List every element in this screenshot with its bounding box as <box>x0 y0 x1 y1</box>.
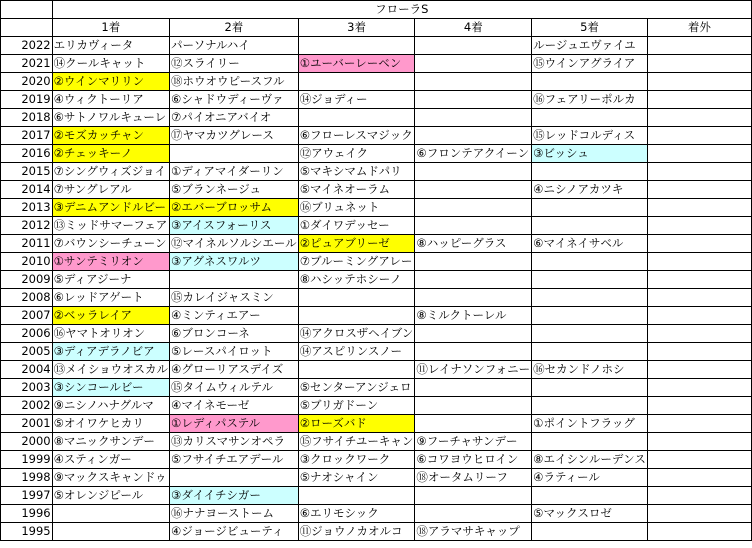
result-cell-3rd[interactable] <box>298 307 415 325</box>
result-cell-3rd[interactable] <box>298 37 415 55</box>
result-cell-4th[interactable] <box>415 199 532 217</box>
result-cell-5th[interactable]: ④ラティール <box>532 469 648 487</box>
result-cell-1st[interactable]: ⑤オレンジピール <box>52 487 169 505</box>
result-cell-5th[interactable] <box>532 325 648 343</box>
result-cell-3rd[interactable]: ⑮フサイチユーキャン <box>298 433 415 451</box>
header-cell-3rd[interactable]: 3着 <box>298 19 415 37</box>
result-cell-4th[interactable] <box>415 415 532 433</box>
result-cell-3rd[interactable]: ⑦ブルーミングアレー <box>298 253 415 271</box>
result-cell-5th[interactable] <box>532 163 648 181</box>
result-cell-5th[interactable] <box>532 289 648 307</box>
result-cell-4th[interactable]: ⑧ハッピーグラス <box>415 235 532 253</box>
result-cell-1st[interactable]: ②ベッラレイア <box>52 307 169 325</box>
result-cell-other[interactable] <box>647 415 751 433</box>
header-cell-5th[interactable]: 5着 <box>532 19 648 37</box>
table-row <box>1 253 752 271</box>
table-row <box>1 127 752 145</box>
result-cell-4th[interactable] <box>415 181 532 199</box>
year-cell[interactable]: 2017 <box>1 127 53 145</box>
result-cell-4th[interactable]: ⑧ミルクトーレル <box>415 307 532 325</box>
result-cell-1st[interactable]: ⑨マックスキャンドゥ <box>52 469 169 487</box>
result-cell-other[interactable] <box>647 235 751 253</box>
result-cell-2nd[interactable]: ④グローリアスデイズ <box>170 361 299 379</box>
result-cell-3rd[interactable]: ⑤マキシマムドパリ <box>298 163 415 181</box>
result-cell-1st[interactable]: ④スティンガー <box>52 451 169 469</box>
result-cell-other[interactable] <box>647 217 751 235</box>
year-cell[interactable]: 2001 <box>1 415 53 433</box>
result-cell-4th[interactable] <box>415 487 532 505</box>
year-cell[interactable]: 2013 <box>1 199 53 217</box>
year-cell[interactable]: 2010 <box>1 253 53 271</box>
year-cell[interactable]: 2018 <box>1 109 53 127</box>
result-cell-2nd[interactable]: ①ディアマイダーリン <box>170 163 299 181</box>
result-cell-2nd[interactable]: ⑱ホウオウピースフル <box>170 73 299 91</box>
result-cell-5th[interactable]: ④ニシノアカツキ <box>532 181 648 199</box>
year-cell[interactable]: 1998 <box>1 469 53 487</box>
table-row <box>1 325 752 343</box>
result-cell-1st[interactable]: ③ディアデラノビア <box>52 343 169 361</box>
result-cell-2nd[interactable]: ⑮タイムウィルテル <box>170 379 299 397</box>
result-cell-4th[interactable] <box>415 505 532 523</box>
result-cell-3rd[interactable]: ⑤マイネオーラム <box>298 181 415 199</box>
result-cell-other[interactable] <box>647 37 751 55</box>
result-cell-3rd[interactable] <box>298 487 415 505</box>
result-cell-2nd[interactable] <box>170 271 299 289</box>
year-cell[interactable]: 2008 <box>1 289 53 307</box>
result-cell-5th[interactable] <box>532 433 648 451</box>
result-cell-1st[interactable]: ⑦シングウィズジョイ <box>52 163 169 181</box>
year-cell[interactable]: 2011 <box>1 235 53 253</box>
result-cell-3rd[interactable]: ⑧ハシッテホシーノ <box>298 271 415 289</box>
result-cell-2nd[interactable]: ⑤ブランネージュ <box>170 181 299 199</box>
table-row <box>1 415 752 433</box>
result-cell-1st[interactable] <box>52 523 169 541</box>
result-cell-1st[interactable]: ⑤オイワケヒカリ <box>52 415 169 433</box>
year-cell[interactable]: 2016 <box>1 145 53 163</box>
year-cell[interactable]: 2007 <box>1 307 53 325</box>
result-cell-1st[interactable]: ⑤ディアジーナ <box>52 271 169 289</box>
result-cell-2nd[interactable]: ⑫スライリー <box>170 55 299 73</box>
year-cell[interactable]: 2006 <box>1 325 53 343</box>
result-cell-4th[interactable] <box>415 127 532 145</box>
result-cell-3rd[interactable]: ⑤ブリガドーン <box>298 397 415 415</box>
result-cell-5th[interactable]: ①ポイントフラッグ <box>532 415 648 433</box>
result-cell-1st[interactable]: ④ウィクトーリア <box>52 91 169 109</box>
result-cell-5th[interactable]: ⑮レッドコルディス <box>532 127 648 145</box>
result-cell-5th[interactable]: ⑮ウインアグライア <box>532 55 648 73</box>
result-cell-other[interactable] <box>647 523 751 541</box>
result-cell-1st[interactable]: ③デニムアンドルビー <box>52 199 169 217</box>
result-cell-5th[interactable] <box>532 109 648 127</box>
result-cell-1st[interactable]: ⑬メイショウオスカル <box>52 361 169 379</box>
result-cell-4th[interactable] <box>415 109 532 127</box>
table-row <box>1 469 752 487</box>
table-row <box>1 55 752 73</box>
result-cell-2nd[interactable]: ④ミンティエアー <box>170 307 299 325</box>
table-row <box>1 91 752 109</box>
result-cell-5th[interactable] <box>532 379 648 397</box>
result-cell-1st[interactable]: ⑯ヤマトオリオン <box>52 325 169 343</box>
header-year-cell[interactable] <box>1 19 53 37</box>
result-cell-5th[interactable] <box>532 307 648 325</box>
header-cell-4th[interactable]: 4着 <box>415 19 532 37</box>
result-cell-1st[interactable] <box>52 505 169 523</box>
result-cell-other[interactable] <box>647 91 751 109</box>
result-cell-1st[interactable]: ⑥レッドアゲート <box>52 289 169 307</box>
result-cell-1st[interactable]: ⑨ニシノハナグルマ <box>52 397 169 415</box>
result-cell-5th[interactable] <box>532 217 648 235</box>
year-cell[interactable]: 2021 <box>1 55 53 73</box>
result-cell-other[interactable] <box>647 73 751 91</box>
year-cell[interactable]: 2015 <box>1 163 53 181</box>
year-cell[interactable]: 2005 <box>1 343 53 361</box>
result-cell-other[interactable] <box>647 199 751 217</box>
result-cell-3rd[interactable]: ⑥エリモシック <box>298 505 415 523</box>
result-cell-1st[interactable]: ⑦バウンシーチューン <box>52 235 169 253</box>
result-cell-5th[interactable] <box>532 487 648 505</box>
result-cell-3rd[interactable]: ①ユーバーレーベン <box>298 55 415 73</box>
result-cell-1st[interactable]: ②ウインマリリン <box>52 73 169 91</box>
result-cell-4th[interactable] <box>415 163 532 181</box>
result-cell-5th[interactable] <box>532 343 648 361</box>
result-cell-4th[interactable] <box>415 217 532 235</box>
table-row <box>1 397 752 415</box>
result-cell-5th[interactable]: ⑯セカンドノホシ <box>532 361 648 379</box>
result-cell-4th[interactable] <box>415 271 532 289</box>
result-cell-2nd[interactable]: ⑤フサイチエアデール <box>170 451 299 469</box>
result-cell-1st[interactable]: ②チェッキーノ <box>52 145 169 163</box>
result-cell-5th[interactable] <box>532 253 648 271</box>
result-cell-2nd[interactable] <box>170 145 299 163</box>
result-cell-4th[interactable] <box>415 37 532 55</box>
result-cell-4th[interactable] <box>415 289 532 307</box>
year-cell[interactable]: 2022 <box>1 37 53 55</box>
result-cell-5th[interactable] <box>532 397 648 415</box>
year-cell[interactable]: 2012 <box>1 217 53 235</box>
result-cell-3rd[interactable]: ①ダイワデッセー <box>298 217 415 235</box>
table-row <box>1 163 752 181</box>
result-cell-4th[interactable] <box>415 73 532 91</box>
header-row <box>1 19 752 37</box>
header-cell-2nd[interactable]: 2着 <box>170 19 299 37</box>
year-cell[interactable]: 2019 <box>1 91 53 109</box>
table-row <box>1 217 752 235</box>
year-cell[interactable]: 1999 <box>1 451 53 469</box>
result-cell-3rd[interactable]: ②ローズバド <box>298 415 415 433</box>
result-cell-other[interactable] <box>647 163 751 181</box>
result-cell-2nd[interactable]: ⑫マイネルソルシエール <box>170 235 299 253</box>
table-row <box>1 361 752 379</box>
result-cell-other[interactable] <box>647 307 751 325</box>
table-row <box>1 181 752 199</box>
result-cell-2nd[interactable]: ①レディパステル <box>170 415 299 433</box>
table-row <box>1 451 752 469</box>
result-cell-2nd[interactable]: ④ジョージビューティ <box>170 523 299 541</box>
table-row <box>1 37 752 55</box>
result-cell-other[interactable] <box>647 379 751 397</box>
result-cell-other[interactable] <box>647 325 751 343</box>
header-cell-other[interactable]: 着外 <box>647 19 751 37</box>
result-cell-2nd[interactable]: ⑮カレイジャスミン <box>170 289 299 307</box>
result-cell-2nd[interactable] <box>170 469 299 487</box>
result-cell-other[interactable] <box>647 145 751 163</box>
result-cell-3rd[interactable]: ⑯ブリュネット <box>298 199 415 217</box>
result-cell-3rd[interactable] <box>298 73 415 91</box>
table-row <box>1 433 752 451</box>
year-cell[interactable]: 2002 <box>1 397 53 415</box>
result-cell-3rd[interactable]: ⑫アウェイク <box>298 145 415 163</box>
year-cell[interactable]: 1997 <box>1 487 53 505</box>
title-row <box>1 1 752 19</box>
result-cell-3rd[interactable]: ⑭アクロスザヘイブン <box>298 325 415 343</box>
result-cell-3rd[interactable]: ②ピュアブリーゼ <box>298 235 415 253</box>
result-cell-4th[interactable]: ⑥コワヨウヒロイン <box>415 451 532 469</box>
result-cell-5th[interactable]: ルージュエヴァイユ <box>532 37 648 55</box>
result-cell-other[interactable] <box>647 127 751 145</box>
result-cell-5th[interactable]: ③ビッシュ <box>532 145 648 163</box>
table-row <box>1 73 752 91</box>
result-cell-other[interactable] <box>647 397 751 415</box>
table-row <box>1 487 752 505</box>
result-cell-5th[interactable]: ⑥マイネイサベル <box>532 235 648 253</box>
result-cell-other[interactable] <box>647 271 751 289</box>
result-cell-3rd[interactable]: ③クロックワーク <box>298 451 415 469</box>
result-cell-3rd[interactable]: ⑤ナオシャイン <box>298 469 415 487</box>
result-cell-other[interactable] <box>647 343 751 361</box>
year-cell[interactable]: 2020 <box>1 73 53 91</box>
result-cell-4th[interactable]: ⑥フロンテアクイーン <box>415 145 532 163</box>
table-row <box>1 199 752 217</box>
result-cell-1st[interactable]: ②モズカッチャン <box>52 127 169 145</box>
result-cell-2nd[interactable]: パーソナルハイ <box>170 37 299 55</box>
result-cell-other[interactable] <box>647 253 751 271</box>
result-cell-other[interactable] <box>647 109 751 127</box>
result-cell-4th[interactable]: ⑱アラマサキャップ <box>415 523 532 541</box>
result-cell-2nd[interactable]: ⑥シャドウディーヴァ <box>170 91 299 109</box>
result-cell-2nd[interactable]: ⑤レースパイロット <box>170 343 299 361</box>
race-title[interactable]: フローラS <box>52 1 751 19</box>
result-cell-1st[interactable]: ①サンテミリオン <box>52 253 169 271</box>
table-row <box>1 235 752 253</box>
result-cell-4th[interactable]: ⑨フーチャサンデー <box>415 433 532 451</box>
result-cell-2nd[interactable]: ③アイスフォーリス <box>170 217 299 235</box>
result-cell-3rd[interactable]: ⑭アスピリンスノー <box>298 343 415 361</box>
table-row <box>1 109 752 127</box>
result-cell-3rd[interactable] <box>298 109 415 127</box>
corner-cell[interactable] <box>1 1 53 19</box>
table-row <box>1 271 752 289</box>
result-cell-other[interactable] <box>647 505 751 523</box>
result-cell-5th[interactable] <box>532 199 648 217</box>
table-row <box>1 523 752 541</box>
result-cell-4th[interactable] <box>415 55 532 73</box>
result-cell-4th[interactable] <box>415 253 532 271</box>
result-cell-5th[interactable]: ⑤マックスロゼ <box>532 505 648 523</box>
result-cell-4th[interactable] <box>415 91 532 109</box>
result-cell-5th[interactable]: ⑯フェアリーポルカ <box>532 91 648 109</box>
result-cell-1st[interactable]: ⑧マニックサンデー <box>52 433 169 451</box>
result-cell-2nd[interactable]: ②エバーブロッサム <box>170 199 299 217</box>
year-cell[interactable]: 1996 <box>1 505 53 523</box>
result-cell-other[interactable] <box>647 469 751 487</box>
result-cell-2nd[interactable]: ⑬カリスマサンオペラ <box>170 433 299 451</box>
header-cell-1st[interactable]: 1着 <box>52 19 169 37</box>
result-cell-5th[interactable] <box>532 523 648 541</box>
result-cell-1st[interactable]: ⑦サングレアル <box>52 181 169 199</box>
result-cell-3rd[interactable] <box>298 361 415 379</box>
result-cell-3rd[interactable]: ⑥フローレスマジック <box>298 127 415 145</box>
year-cell[interactable]: 2003 <box>1 379 53 397</box>
result-cell-4th[interactable] <box>415 397 532 415</box>
result-cell-other[interactable] <box>647 55 751 73</box>
year-cell[interactable]: 2004 <box>1 361 53 379</box>
result-cell-3rd[interactable]: ⑤センターアンジェロ <box>298 379 415 397</box>
result-cell-1st[interactable]: エリカヴィータ <box>52 37 169 55</box>
result-cell-3rd[interactable]: ⑭ジョディー <box>298 91 415 109</box>
result-cell-5th[interactable]: ⑧エイシンルーデンス <box>532 451 648 469</box>
result-cell-2nd[interactable]: ⑰ヤマカツグレース <box>170 127 299 145</box>
result-cell-4th[interactable]: ⑱オータムリーフ <box>415 469 532 487</box>
result-cell-5th[interactable] <box>532 271 648 289</box>
result-cell-other[interactable] <box>647 361 751 379</box>
result-cell-3rd[interactable]: ⑪ジョウノカオルコ <box>298 523 415 541</box>
result-cell-3rd[interactable] <box>298 289 415 307</box>
result-cell-2nd[interactable]: ③アグネスワルツ <box>170 253 299 271</box>
result-cell-other[interactable] <box>647 289 751 307</box>
result-cell-1st[interactable]: ⑥サトノワルキューレ <box>52 109 169 127</box>
result-cell-1st[interactable]: ⑬ミッドサマーフェア <box>52 217 169 235</box>
table-row <box>1 505 752 523</box>
year-cell[interactable]: 1995 <box>1 523 53 541</box>
year-cell[interactable]: 2014 <box>1 181 53 199</box>
table-row <box>1 307 752 325</box>
result-cell-5th[interactable] <box>532 73 648 91</box>
result-cell-4th[interactable] <box>415 343 532 361</box>
year-cell[interactable]: 2000 <box>1 433 53 451</box>
result-cell-2nd[interactable]: ⑦パイオニアバイオ <box>170 109 299 127</box>
result-cell-other[interactable] <box>647 181 751 199</box>
table-row <box>1 379 752 397</box>
result-cell-4th[interactable]: ⑪レイナソンフォニー <box>415 361 532 379</box>
result-cell-4th[interactable] <box>415 325 532 343</box>
table-row <box>1 343 752 361</box>
result-cell-2nd[interactable]: ⑯ナナヨーストーム <box>170 505 299 523</box>
result-cell-2nd[interactable]: ⑥ブロンコーネ <box>170 325 299 343</box>
result-cell-2nd[interactable]: ④マイネモーゼ <box>170 397 299 415</box>
year-cell[interactable]: 2009 <box>1 271 53 289</box>
result-cell-other[interactable] <box>647 487 751 505</box>
result-cell-other[interactable] <box>647 433 751 451</box>
result-cell-4th[interactable] <box>415 379 532 397</box>
table-row <box>1 289 752 307</box>
result-cell-2nd[interactable]: ③ダイイチシガー <box>170 487 299 505</box>
result-cell-1st[interactable]: ⑭クールキャット <box>52 55 169 73</box>
result-cell-other[interactable] <box>647 451 751 469</box>
result-cell-1st[interactable]: ③シンコールビー <box>52 379 169 397</box>
table-row <box>1 145 752 163</box>
